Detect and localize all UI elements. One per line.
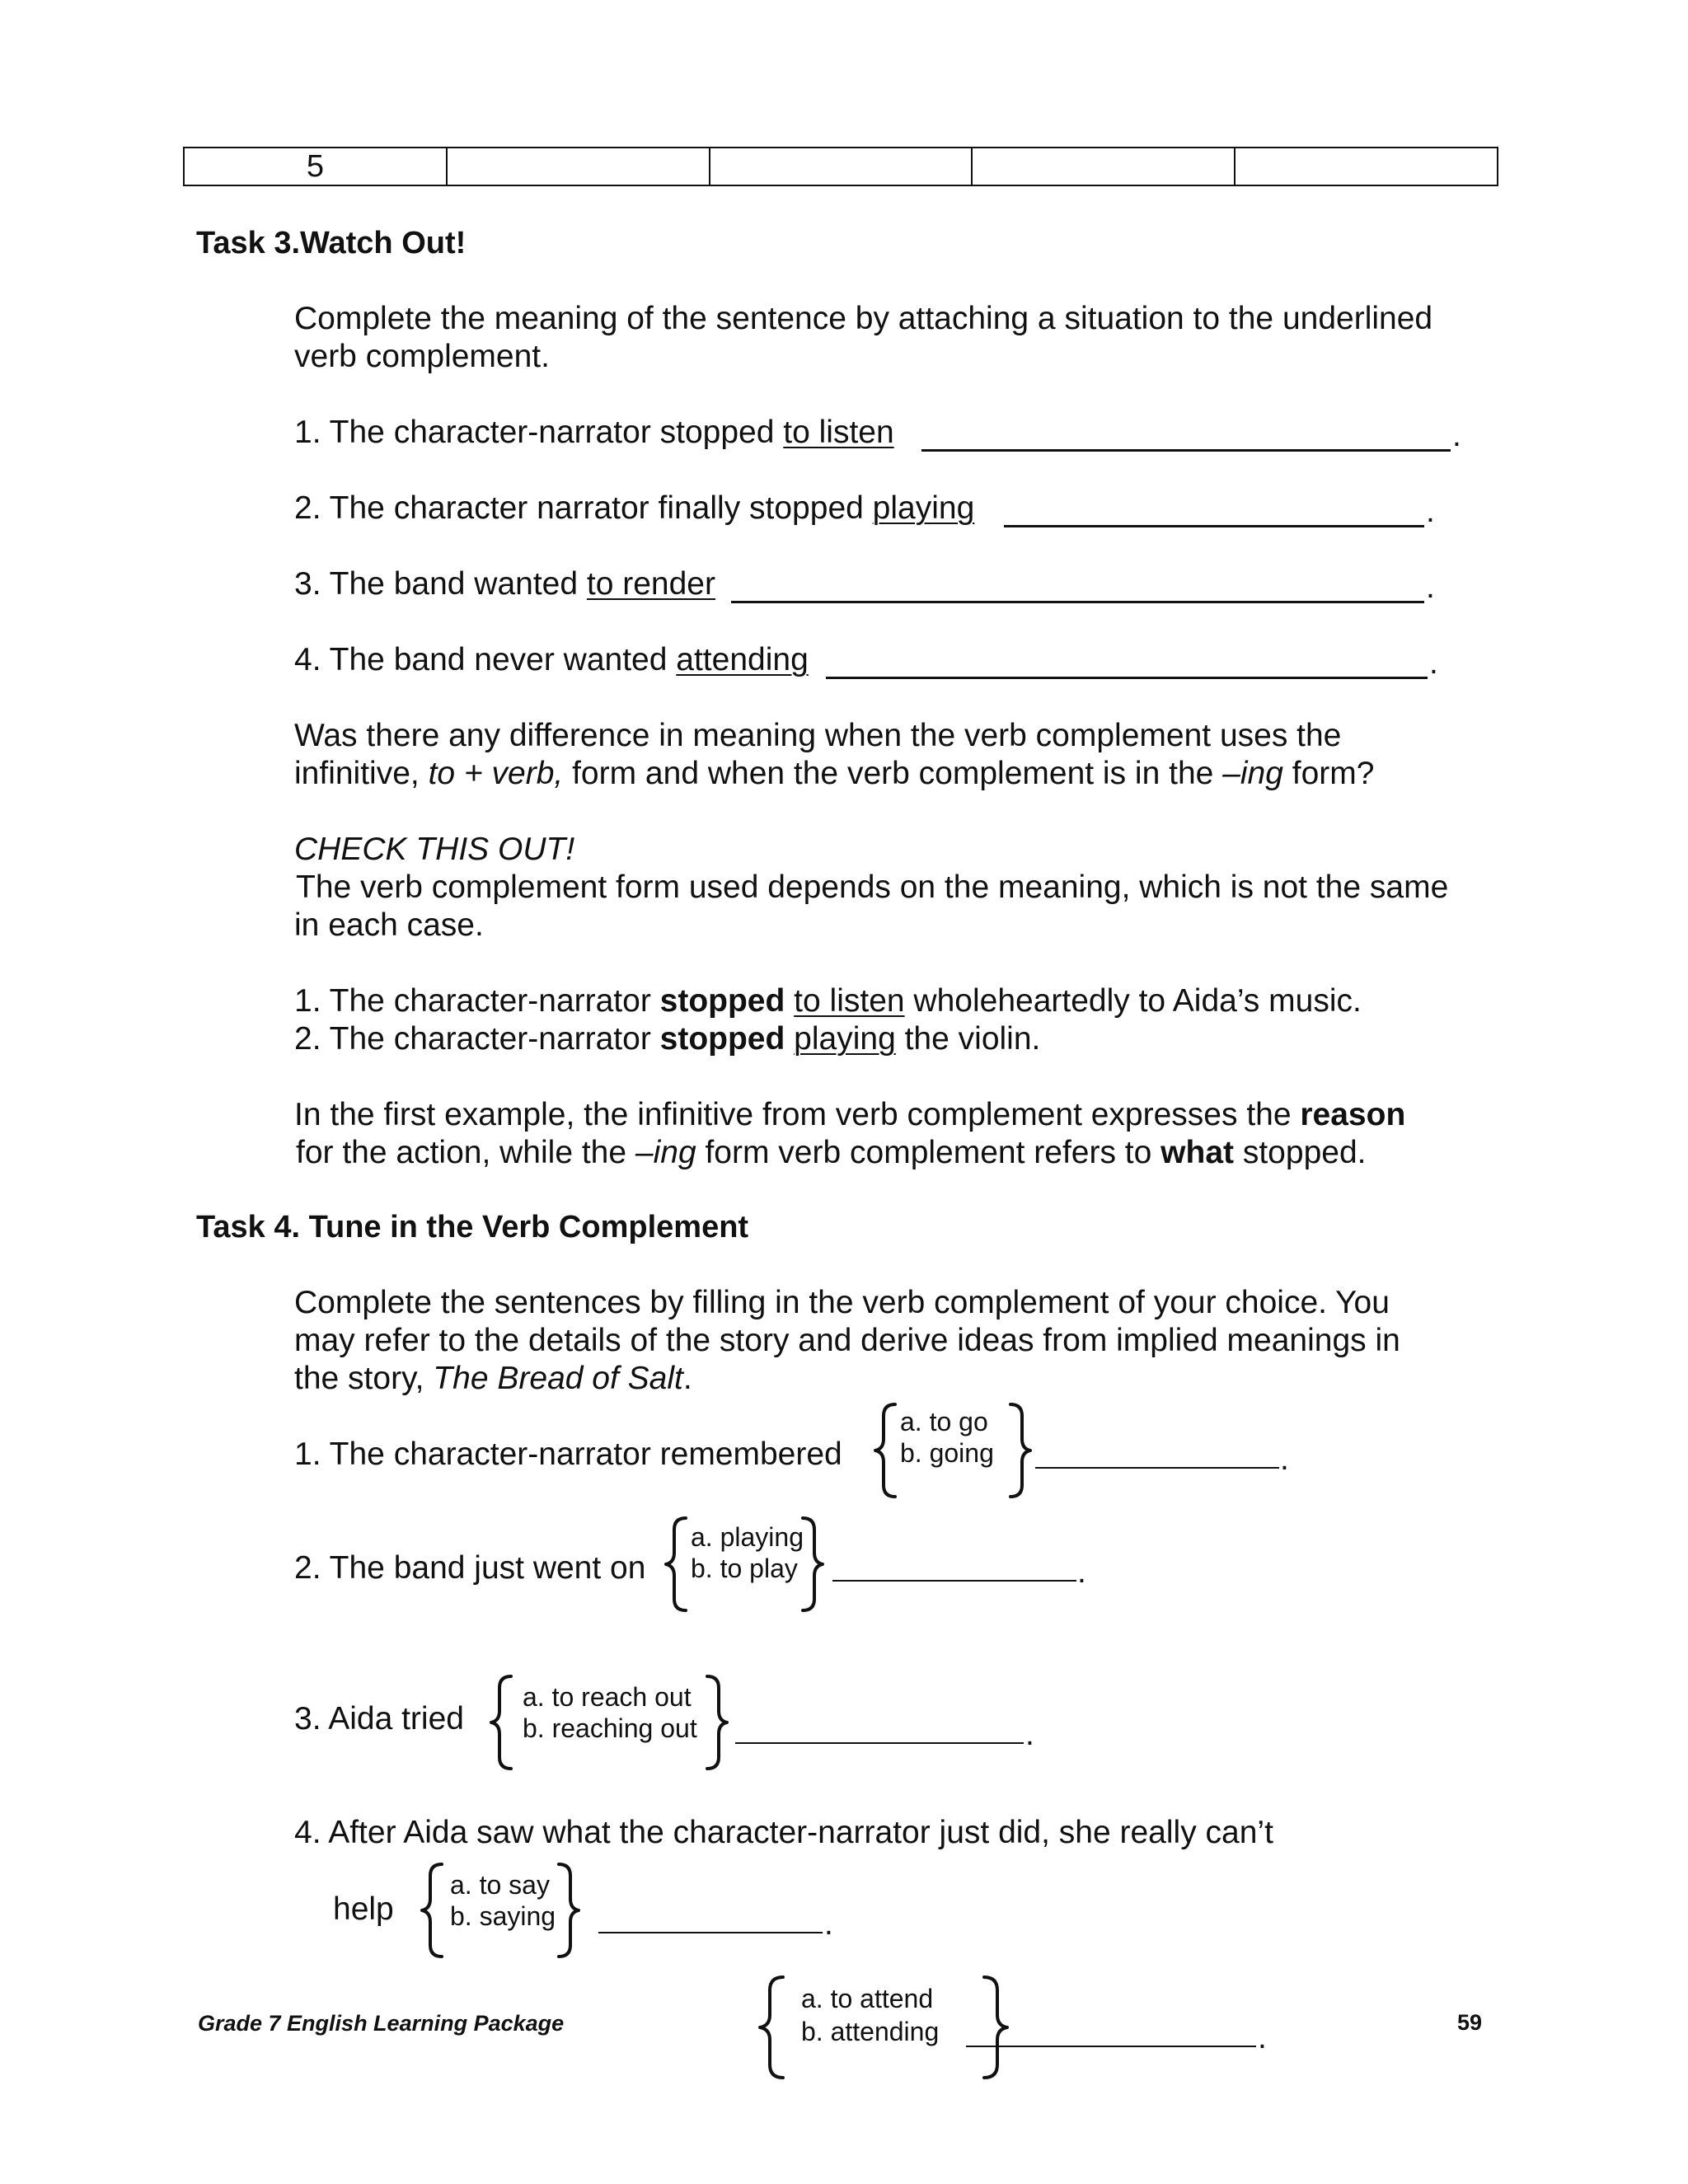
item-text: 3. The band wanted <box>294 566 587 602</box>
text: 2. The character-narrator <box>294 1021 660 1057</box>
text: form? <box>1282 756 1375 791</box>
check-line1: The verb complement form used depends on the meaning, which is not the same <box>296 869 1449 905</box>
answer-blank-2[interactable] <box>1004 525 1424 527</box>
choice-b[interactable]: b. going <box>900 1438 994 1468</box>
task4-instructions-line1: Complete the sentences by filling in the verb complement of your choice. You <box>294 1285 1390 1320</box>
left-brace-icon <box>874 1401 898 1500</box>
text-bold: what <box>1160 1135 1235 1170</box>
text: stopped. <box>1234 1135 1367 1170</box>
right-brace-icon <box>556 1861 580 1960</box>
answer-blank-3[interactable] <box>731 601 1424 603</box>
item-text: 1. The character-narrator stopped <box>294 415 784 450</box>
table-cell: 5 <box>184 148 447 185</box>
text: 1. The character-narrator <box>294 983 660 1019</box>
table-cell <box>1235 148 1498 185</box>
underlined-verb-complement: playing <box>794 1021 896 1057</box>
text: wholeheartedly to Aida’s music. <box>904 983 1362 1019</box>
answer-blank-1[interactable] <box>921 449 1451 452</box>
task3-item-2 <box>294 490 974 527</box>
period: . <box>1426 494 1435 529</box>
item-text: 2. The character narrator finally stopped <box>294 490 873 526</box>
text-bold: stopped <box>659 1021 785 1057</box>
period: . <box>1025 1717 1034 1752</box>
page-number: 59 <box>1457 2010 1483 2035</box>
task3-instructions-line2: verb complement. <box>294 339 550 374</box>
text-bold: stopped <box>659 983 785 1019</box>
answer-blank-t4-3[interactable] <box>735 1742 1024 1744</box>
choice-a[interactable]: a. to attend <box>801 1984 934 2013</box>
period: . <box>1077 1554 1086 1590</box>
left-brace-icon <box>420 1861 445 1960</box>
text: form and when the verb complement is in the <box>563 756 1223 791</box>
task4-item-3: 3. Aida tried <box>294 1701 464 1736</box>
underlined-verb-complement: to render <box>586 566 715 602</box>
table-row <box>184 148 1498 185</box>
underlined-verb-complement: attending <box>676 642 809 677</box>
text: for the action, while the <box>296 1135 635 1170</box>
text: the story, <box>294 1361 434 1396</box>
left-brace-icon <box>758 1974 786 2081</box>
explanation-line2 <box>296 1134 1366 1172</box>
choice-b[interactable]: b. reaching out <box>523 1713 697 1743</box>
underlined-verb-complement: to listen <box>794 983 905 1019</box>
footer-title: Grade 7 English Learning Package <box>198 2011 565 2036</box>
choice-a[interactable]: a. to say <box>450 1870 550 1900</box>
table-cell <box>710 148 973 185</box>
period: . <box>1426 569 1435 605</box>
text-bold: reason <box>1300 1097 1406 1132</box>
task3-item-3 <box>294 565 715 603</box>
choice-a[interactable]: a. to reach out <box>523 1682 692 1712</box>
text-italic: –ing <box>635 1135 696 1170</box>
top-table <box>183 147 1498 186</box>
check-line2: in each case. <box>294 907 484 943</box>
text: form verb complement refers to <box>696 1135 1161 1170</box>
right-brace-icon <box>1007 1401 1032 1500</box>
task4-item-4-continuation: help <box>333 1891 394 1927</box>
text <box>785 1021 794 1057</box>
answer-blank-t4-4[interactable] <box>598 1932 823 1933</box>
period: . <box>1452 418 1461 453</box>
text-italic: to + verb, <box>428 756 564 791</box>
right-brace-icon <box>981 1974 1009 2081</box>
period: . <box>1429 645 1438 681</box>
story-title: The Bread of Salt <box>433 1361 683 1396</box>
check-this-out-title: CHECK THIS OUT! <box>294 832 575 867</box>
text: the violin. <box>895 1021 1041 1057</box>
text <box>785 983 794 1019</box>
period: . <box>1258 2020 1267 2055</box>
task4-instructions-line3 <box>294 1360 692 1398</box>
answer-blank-t4-1[interactable] <box>1035 1467 1279 1469</box>
text: In the first example, the infinitive from verb complement expresses the <box>294 1097 1301 1132</box>
underlined-verb-complement: to listen <box>783 415 894 450</box>
period: . <box>824 1906 833 1942</box>
choice-b[interactable]: b. to play <box>691 1554 798 1583</box>
answer-blank-4[interactable] <box>826 677 1428 679</box>
task3-item-1 <box>294 414 894 452</box>
explanation-line1 <box>294 1096 1405 1134</box>
task3-item-4 <box>294 641 809 679</box>
answer-blank-t4-5[interactable] <box>966 2046 1256 2047</box>
task3-instructions-line1: Complete the meaning of the sentence by attaching a situation to the underlined <box>294 301 1433 336</box>
left-brace-icon <box>490 1673 514 1772</box>
task4-item-4: 4. After Aida saw what the character-narrator just did, she really can’t <box>294 1815 1273 1850</box>
right-brace-icon <box>799 1515 824 1614</box>
table-cell <box>447 148 710 185</box>
example-1 <box>294 982 1362 1020</box>
text: . <box>682 1361 692 1396</box>
choice-a[interactable]: a. to go <box>900 1407 988 1436</box>
task4-title: Task 4. Tune in the Verb Complement <box>196 1210 749 1244</box>
table-cell <box>972 148 1235 185</box>
task3-question-line2 <box>294 755 1374 793</box>
task4-item-2: 2. The band just went on <box>294 1550 646 1586</box>
task3-question-line1: Was there any difference in meaning when the verb complement uses the <box>294 718 1342 753</box>
left-brace-icon <box>664 1515 689 1614</box>
choice-b[interactable]: b. saying <box>450 1901 556 1931</box>
period: . <box>1280 1441 1289 1477</box>
choice-a[interactable]: a. playing <box>691 1522 804 1552</box>
underlined-verb-complement: playing <box>872 490 975 526</box>
task4-item-1: 1. The character-narrator remembered <box>294 1436 842 1472</box>
task4-instructions-line2: may refer to the details of the story and derive ideas from implied meanings in <box>294 1323 1400 1358</box>
task3-title: Task 3.Watch Out! <box>196 226 467 260</box>
choice-b[interactable]: b. attending <box>801 2017 940 2046</box>
example-2 <box>294 1020 1040 1058</box>
right-brace-icon <box>704 1673 729 1772</box>
text: infinitive, <box>294 756 429 791</box>
item-text: 4. The band never wanted <box>294 642 677 677</box>
text-italic: –ing <box>1222 756 1283 791</box>
answer-blank-t4-2[interactable] <box>832 1580 1076 1582</box>
